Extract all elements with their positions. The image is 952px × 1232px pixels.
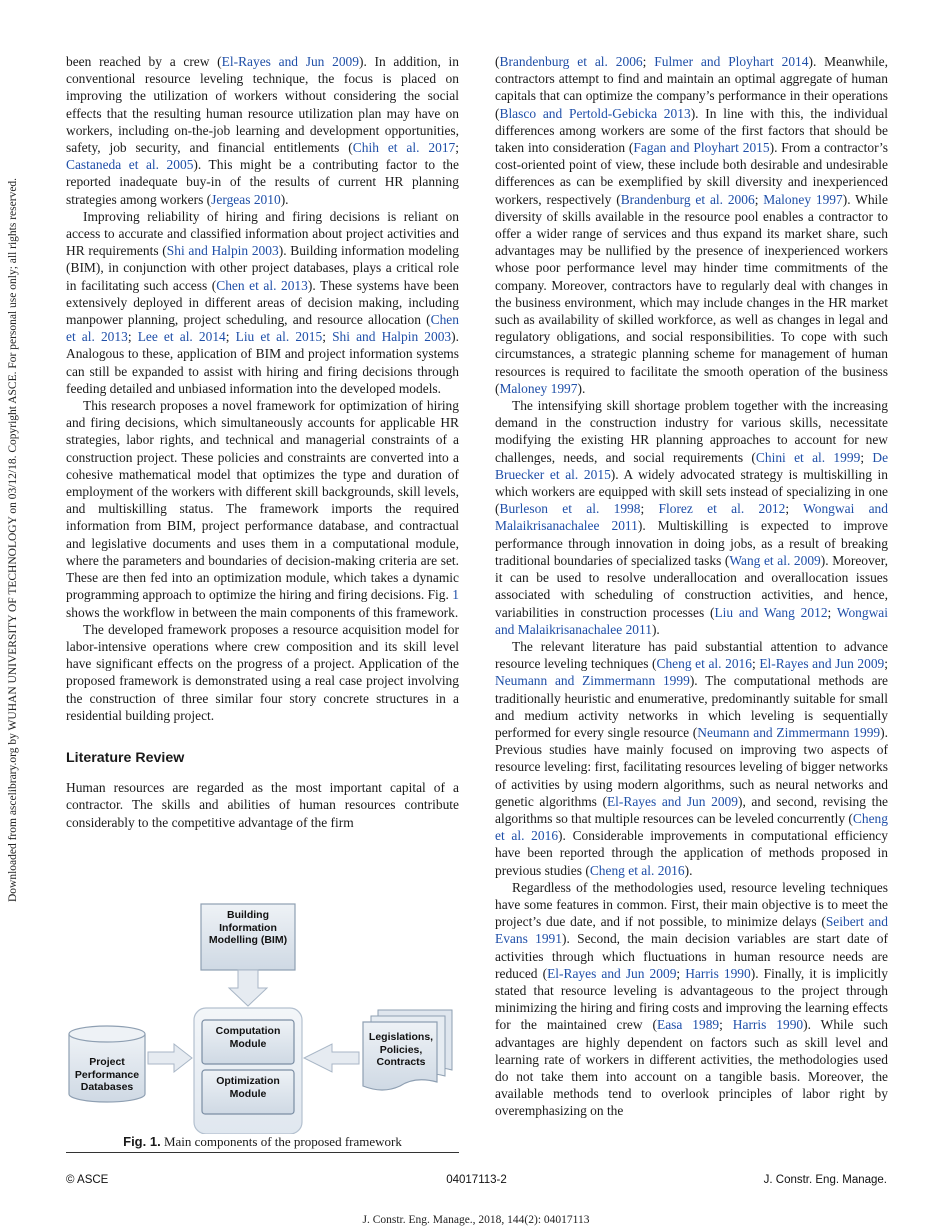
text-run: Human resources are regarded as the most important capital of a contractor. The skills and abilities of human resources contribute considerably to the competitive advantage of the firm	[66, 780, 459, 830]
text-run: ). Second, the main decision variables are start date of activities through which fluctuations in human resource needs are reduced (	[495, 931, 888, 981]
figure-rule	[66, 1152, 459, 1153]
left-paragraph-4	[66, 621, 459, 724]
text-run: ). Analogous to these, application of BIM and project information systems can still be expanded to assist with hiring and firing decisions through feeding detailed and unbiased information into the developed models.	[66, 329, 459, 396]
text-run: ).	[684, 862, 693, 878]
bim-label: Building Information Modelling (BIM)	[208, 909, 288, 947]
text-run: ). This might be a contributing factor to the reported inadequate buy-in of the results of current HR planning strategies among workers (	[66, 157, 459, 207]
text-run: ). The computational methods are traditionally heuristic and enumerative, predominantly suitable for small and medium activity networks in which leveling is sequentially performed for every single resource (	[495, 673, 889, 740]
legislation-label: Legislations, Policies, Contracts	[368, 1031, 434, 1069]
text-run: ;	[676, 965, 686, 981]
text-run: ). While diversity of skills available in the resource pool enables a contractor to offer a wider range of services and thus expand its market share, such advantages may be nullified by the presence of inexperienced workers whose poor performance level may hinder time commitments of the company. Moreover, contractors have to regularly deal with changes in the business environment, which may include changes in the HR market such as availability of skilled workforce, as well as changes in legal and regulatory obligations, and social responsibilities. To cope with such circumstances, a strategic planning scheme for management of human resources is required to facilitate the smooth operation of the business (	[495, 191, 888, 396]
footer-journal: J. Constr. Eng. Manage.	[763, 1174, 887, 1186]
reference-link[interactable]: Brandenburg et al. 2006	[499, 54, 643, 69]
text-run: ). A widely advocated strategy is multiskilling in which workers are equipped with skill sets instead of specializing in one (	[495, 466, 889, 517]
text-run: ;	[322, 329, 333, 345]
left-paragraph-2	[66, 208, 459, 397]
text-run: ;	[785, 501, 804, 517]
text-run: ), and second, revising the algorithms so that multiple resources can be leveled concurrently (	[495, 793, 889, 826]
text-run: The intensifying skill shortage problem together with the increasing demand in the construction industry for various skills, necessitate modifying the existing HR planning approaches to account for new challenges, needs, and social requirements (	[495, 398, 888, 465]
text-run: been reached by a crew (	[66, 54, 222, 69]
right-column	[495, 53, 888, 1120]
reference-link[interactable]: Neumann and Zimmermann 1999	[697, 724, 881, 740]
text-run: Improving reliability of hiring and firing decisions is reliant on access to accurate and classified information about project activities and HR requirements (	[66, 208, 459, 259]
reference-link[interactable]: Burleson et al. 1998	[499, 501, 641, 517]
reference-link[interactable]: Chen et al. 2013	[66, 312, 459, 345]
left-paragraph-5	[66, 779, 459, 831]
reference-link[interactable]: Wongwai and Malaikrisanachalee 2011	[495, 501, 888, 534]
left-paragraph-3	[66, 397, 459, 621]
arrow-down-icon	[229, 970, 267, 1006]
computation-module-label: Computation Module	[215, 1025, 281, 1050]
text-run: ). Meanwhile, contractors attempt to find and maintain an optimal aggregate of human capitals that can optimize the company’s performance in their operations (	[495, 54, 888, 121]
reference-link[interactable]: Maloney 1997	[499, 380, 578, 396]
text-run: ;	[884, 656, 889, 672]
reference-link[interactable]: De Bruecker et al. 2015	[495, 449, 889, 482]
text-run: ).	[651, 621, 660, 637]
figure-caption	[66, 1134, 459, 1150]
footer-copyright: © ASCE	[66, 1174, 109, 1186]
text-run: ). Previous studies have mainly focused on improving two aspects of resource leveling: first, facilitating resources leveling of bigger networks of activities by using modern algorithms, such as neural networks and genetic algorithms (	[495, 724, 888, 809]
text-run: ;	[225, 329, 236, 345]
left-column	[66, 53, 459, 831]
reference-link[interactable]: El-Rayes and Jun 2009	[221, 54, 359, 69]
right-paragraph-2	[495, 397, 888, 638]
text-run: ).	[577, 380, 586, 396]
text-run: Regardless of the methodologies used, resource leveling techniques have some features in common. First, their main objective is to meet the project’s due date, and if not possible, to minimize delays (	[495, 879, 888, 930]
download-sidebar	[2, 40, 24, 1040]
reference-link[interactable]: El-Rayes and Jun 2009	[606, 793, 738, 809]
reference-link[interactable]: Maloney 1997	[763, 191, 843, 207]
reference-link[interactable]: Shi and Halpin 2003	[332, 329, 452, 345]
text-run: ). In addition, in conventional resource leveling technique, the focus is placed on improving the utilization of workers without considering the social effects that the resulting human resource utilization plan may have on workers, including on-the-job learning and development opportunities, safety, job security, and financial entitlements (	[66, 54, 459, 156]
section-heading-literature-review: Literature Review	[66, 749, 185, 766]
reference-link[interactable]: Seibert and Evans 1991	[495, 914, 888, 947]
reference-link[interactable]: El-Rayes and Jun 2009	[547, 965, 677, 981]
text-run: ;	[719, 1017, 733, 1033]
text-run: shows the workflow in between the main components of this framework.	[66, 604, 459, 620]
database-label: Project Performance Databases	[74, 1056, 140, 1094]
reference-link[interactable]: Harris 1990	[685, 965, 751, 981]
reference-link[interactable]: Harris 1990	[732, 1017, 804, 1033]
reference-link[interactable]: Lee et al. 2014	[137, 329, 226, 345]
text-run: ;	[754, 191, 764, 207]
reference-link[interactable]: 1	[452, 587, 459, 603]
reference-link[interactable]: Neumann and Zimmermann 1999	[495, 673, 690, 689]
text-run: ). Moreover, it can be used to resolve underallocation and overallocation issues associated with scheduling of construction activities, and hence, variabilities in construction processes (	[495, 552, 889, 620]
right-paragraph-1	[495, 53, 888, 397]
text-run: ;	[860, 449, 873, 465]
text-run: ;	[827, 604, 837, 620]
text-run: This research proposes a novel framework for optimization of hiring and firing decisions, which simultaneously accounts for applicable HR strategies, labor rights, and technical and managerial constraints of a construction project. These policies and constraints are converted into a cohesive mathematical model that optimizes the type and duration of employment of the workers with different skill backgrounds, skill levels, and multiskilling status. The framework imports the required information from BIM, project performance database, and contractual and legislative documents and uses them in a computational module, where the parameters and boundaries of decision-making criteria are set. These are then fed into an optimization module, which takes a dynamic programming approach to optimize the hiring and firing decisions. Fig.	[66, 398, 459, 603]
page-footer	[66, 1174, 887, 1190]
text-run: ). In line with this, the individual differences among workers are some of the first factors that should be taken into consideration (	[495, 105, 888, 156]
reference-link[interactable]: Chen et al. 2013	[216, 277, 308, 293]
text-run: ). These systems have been extensively deployed in different areas of decision making, including manpower planning, project scheduling, and resource allocation (	[66, 277, 459, 328]
right-paragraph-3	[495, 638, 888, 879]
reference-link[interactable]: Jergeas 2010	[211, 191, 281, 207]
optimization-module-label: Optimization Module	[216, 1075, 280, 1100]
footer-page-number: 04017113-2	[446, 1174, 507, 1186]
figure-caption-text: Main components of the proposed framework	[160, 1134, 402, 1149]
reference-link[interactable]: Fulmer and Ployhart 2014	[654, 54, 809, 69]
reference-link[interactable]: Wang et al. 2009	[729, 552, 821, 568]
reference-link[interactable]: Liu et al. 2015	[235, 329, 323, 345]
reference-link[interactable]: Chini et al. 1999	[755, 449, 861, 465]
reference-link[interactable]: Brandenburg et al. 2006	[620, 191, 755, 207]
reference-link[interactable]: Cheng et al. 2016	[656, 656, 752, 672]
right-paragraph-4	[495, 879, 888, 1120]
text-run: ). While such advantages are highly dependent on factors such as skill level and learning rate of workers in different activities, the methodologies used do not take them into account on a tangible basis. Moreover, the available methods tend to overlook principles of labor right by overemphasizing on the	[495, 1017, 888, 1119]
reference-link[interactable]: El-Rayes and Jun 2009	[759, 656, 885, 672]
figure-1	[66, 898, 459, 1156]
reference-link[interactable]: Liu and Wang 2012	[714, 604, 828, 620]
reference-link[interactable]: Cheng et al. 2016	[589, 862, 685, 878]
reference-link[interactable]: Cheng et al. 2016	[495, 810, 888, 844]
reference-link[interactable]: Blasco and Pertold-Gebicka 2013	[499, 105, 691, 121]
text-run: ;	[642, 54, 655, 69]
text-run: ;	[455, 140, 460, 156]
reference-link[interactable]: Wongwai and Malaikrisanachalee 2011	[495, 604, 889, 637]
reference-link[interactable]: Chih et al. 2017	[352, 140, 456, 156]
citation-line: J. Constr. Eng. Manage., 2018, 144(2): 04017113	[362, 1214, 590, 1226]
reference-link[interactable]: Easa 1989	[656, 1017, 720, 1033]
download-notice: Downloaded from ascelibrary.org by WUHAN UNIVERSITY OF TECHNOLOGY on 03/12/18. Copyright ASCE. For personal use only; all rights reserved.	[7, 177, 19, 903]
text-run: ;	[640, 501, 659, 517]
database-cylinder-top	[69, 1026, 145, 1042]
text-run: ).	[280, 191, 289, 207]
text-run: ;	[751, 656, 760, 672]
figure-caption-prefix: Fig. 1.	[123, 1134, 161, 1149]
arrow-left-icon	[304, 1044, 359, 1072]
text-run: The developed framework proposes a resource acquisition model for labor-intensive operations where crew composition and its skill level have significant effects on the progress of a project. Application of the proposed framework is demonstrated using a real case project involving the construction of three similar four story concrete structures in a residential building project.	[66, 621, 459, 723]
text-run: The relevant literature has paid substantial attention to advance resource leveling techniques (	[495, 638, 888, 672]
text-run: ). Building information modeling (BIM), in conjunction with other project databases, plays a critical role in facilitating such access (	[66, 243, 459, 293]
text-run: ). Finally, it is implicitly stated that resource leveling is advantageous to the project through minimizing the hiring and firing costs and improving the learning effects for the maintained crew (	[495, 965, 889, 1033]
reference-link[interactable]: Shi and Halpin 2003	[166, 243, 279, 259]
reference-link[interactable]: Florez et al. 2012	[658, 501, 786, 517]
text-run: ). Multiskilling is expected to improve performance through innovation in doing jobs, as a result of breaking traditional boundaries of specialized tasks (	[495, 518, 888, 568]
text-run: ;	[127, 329, 138, 345]
text-run: (	[495, 54, 500, 69]
arrow-right-icon	[148, 1044, 192, 1072]
left-paragraph-1	[66, 53, 459, 208]
text-run: ). Considerable improvements in computational efficiency have been reported through the application of methods proposed in previous studies (	[495, 828, 888, 878]
reference-link[interactable]: Castaneda et al. 2005	[66, 157, 194, 173]
reference-link[interactable]: Fagan and Ployhart 2015	[633, 140, 770, 156]
text-run: ). From a contractor’s cost-oriented point of view, these include both desirable and undesirable differences as can be exemplified by skill diversity and inexperienced workers, respectively (	[495, 140, 889, 207]
